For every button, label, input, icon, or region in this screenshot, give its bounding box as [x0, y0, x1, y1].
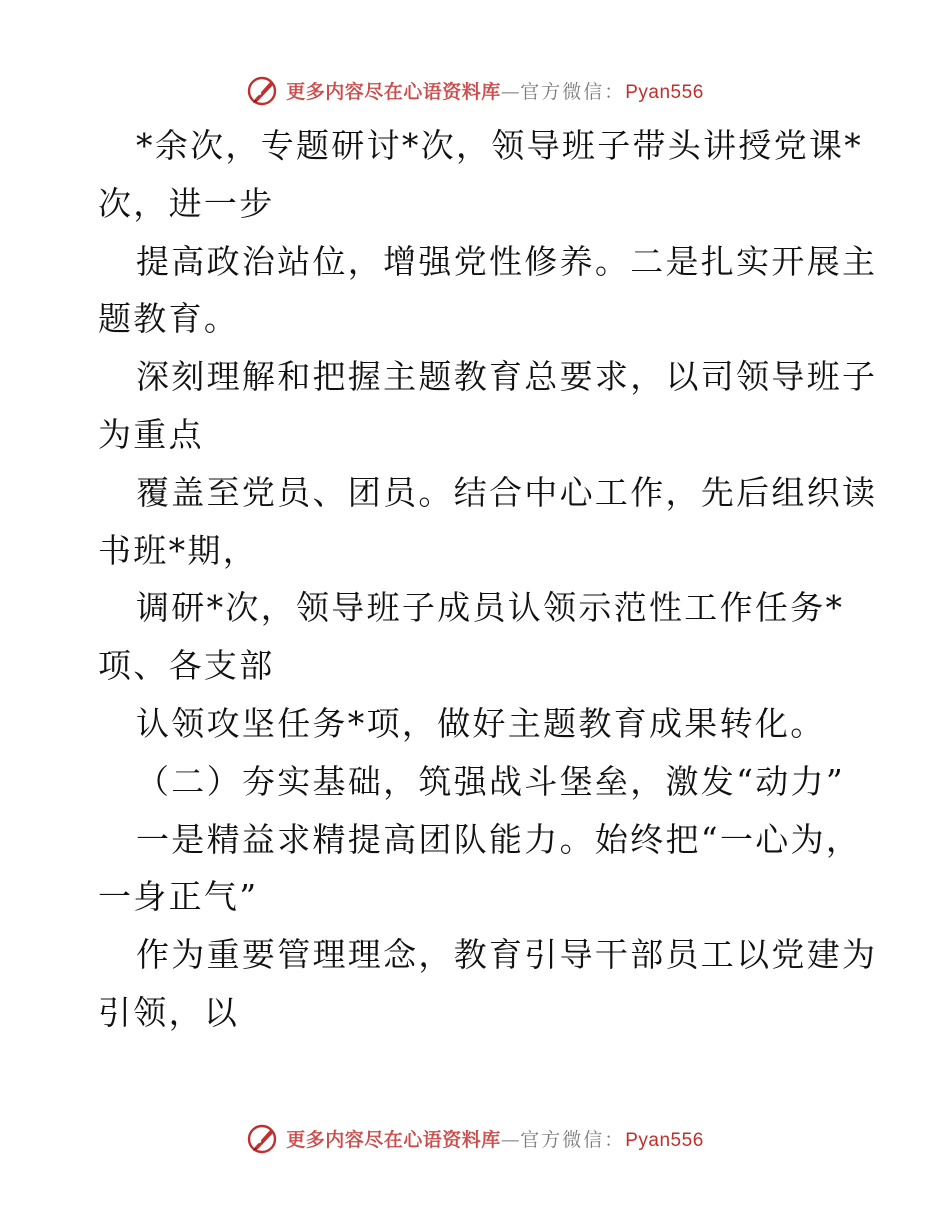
footer-brand: 更多内容尽在心语资料库: [286, 1128, 501, 1151]
footer-banner-text: [286, 1125, 704, 1152]
quill-logo-icon: [246, 73, 280, 107]
header-wechat-id: Pyan556: [625, 81, 704, 103]
header-banner-inner: [246, 73, 704, 107]
body-line-6: 为重点: [98, 414, 204, 454]
header-brand: 更多内容尽在心语资料库: [286, 80, 501, 103]
body-line-15: 作为重要管理理念，教育引导干部员工以党建为: [136, 935, 878, 975]
header-banner-text: [286, 77, 704, 104]
body-line-14: 一身正气”: [98, 877, 259, 917]
footer-dash: —: [500, 1128, 521, 1151]
footer-subtitle: 官方微信：: [520, 1128, 626, 1151]
header-banner: [0, 70, 950, 110]
body-line-1: *余次，专题研讨*次，领导班子带头讲授党课*: [136, 126, 864, 165]
footer-banner-inner: [246, 1121, 704, 1155]
footer-wechat-id: Pyan556: [625, 1129, 704, 1151]
footer-banner: [0, 1118, 950, 1158]
body-line-11: 认领攻坚任务*项，做好主题教育成果转化。: [136, 703, 826, 743]
document-body: [98, 117, 878, 1042]
body-line-10: 项、各支部: [98, 646, 275, 686]
header-subtitle: 官方微信：: [520, 80, 626, 103]
body-line-7: 覆盖至党员、团员。结合中心工作，先后组织读: [136, 472, 878, 512]
body-line-9: 调研*次，领导班子成员认领示范性工作任务*: [136, 588, 845, 628]
body-line-8: 书班*期，: [98, 530, 258, 570]
body-line-13: 一是精益求精提高团队能力。始终把“一心为，: [136, 819, 862, 859]
body-line-2: 次，进一步: [98, 183, 275, 223]
header-dash: —: [500, 80, 521, 103]
body-line-16: 引领，以: [98, 992, 240, 1032]
section-heading: （二）夯实基础，筑强战斗堡垒，激发“动力”: [136, 761, 846, 801]
body-line-4: 题教育。: [98, 299, 240, 339]
body-line-3: 提高政治站位，增强党性修养。二是扎实开展主: [136, 241, 878, 281]
quill-logo-icon: [246, 1121, 280, 1155]
body-line-5: 深刻理解和把握主题教育总要求，以司领导班子: [136, 357, 878, 397]
